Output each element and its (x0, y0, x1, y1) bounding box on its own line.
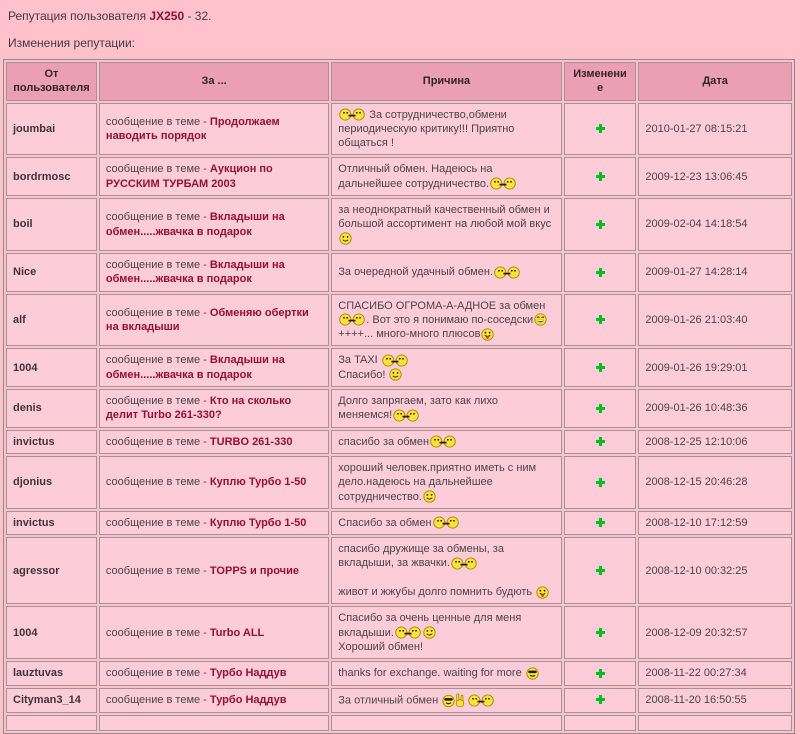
change-cell (564, 688, 637, 713)
from-user-cell: invictus (6, 430, 97, 454)
reason-text: ++++... много-много плюсов (338, 328, 481, 341)
change-cell (564, 430, 637, 454)
from-user-cell: Nice (6, 253, 97, 292)
topic-link[interactable]: Кто на сколько делит Turbo 261-330? (105, 395, 292, 422)
reputation-up-icon (596, 669, 605, 678)
reason-cell (331, 198, 561, 251)
topic-link[interactable]: Турбо Наддув (209, 667, 287, 680)
topic-link[interactable]: Вкладыши на обмен.....жвачка в подарок (105, 354, 285, 381)
date-cell: 2008-12-09 20:32:57 (638, 606, 792, 659)
reason-text: За сотрудничество,обмени периодическую критику!!! Приятно общаться ! (338, 108, 515, 150)
reputation-table (3, 59, 795, 734)
reputation-table-body (6, 103, 792, 731)
date-cell: 2010-01-27 08:15:21 (638, 103, 792, 156)
topic-link[interactable]: Куплю Турбо 1-50 (209, 516, 307, 529)
table-row-partial (6, 715, 792, 731)
topic-prefix-label: сообщение в теме - (105, 258, 210, 271)
topic-cell (99, 661, 329, 685)
topic-prefix-label: сообщение в теме - (105, 354, 210, 367)
topic-cell (99, 103, 329, 156)
topic-prefix-label: сообщение в теме - (105, 306, 210, 319)
reputation-up-icon (596, 478, 605, 487)
handshake-smiley-icon (395, 626, 421, 639)
topic-cell (99, 253, 329, 292)
change-cell (564, 157, 637, 196)
topic-cell (99, 157, 329, 196)
handshake-smiley-icon (494, 266, 520, 279)
change-cell (564, 253, 637, 292)
topic-cell (99, 456, 329, 509)
handshake-smiley-icon (339, 108, 365, 121)
smile-smiley-icon (389, 368, 402, 381)
page-title (8, 9, 792, 23)
topic-prefix-label: сообщение в теме - (105, 564, 210, 577)
reason-text: Спасибо за обмен (338, 516, 432, 529)
reputation-page (0, 9, 800, 734)
reason-text: живот и жжубы долго помнить будють (338, 586, 536, 599)
handshake-smiley-icon (430, 435, 456, 448)
table-row (6, 253, 792, 292)
reason-text: thanks for exchange. waiting for more (338, 667, 525, 680)
reputation-up-icon (596, 268, 605, 277)
reputation-up-icon (596, 695, 605, 704)
change-cell (564, 294, 637, 347)
table-row (6, 348, 792, 387)
topic-cell (99, 511, 329, 535)
date-cell: 2008-12-10 17:12:59 (638, 511, 792, 535)
handshake-smiley-icon (451, 557, 477, 570)
topic-link[interactable]: Куплю Турбо 1-50 (209, 476, 307, 489)
topic-cell (99, 198, 329, 251)
from-user-cell: boil (6, 198, 97, 251)
date-cell: 2009-12-23 13:06:45 (638, 157, 792, 196)
reason-text: . Вот это я понимаю по-соседски (366, 313, 534, 326)
topic-cell (99, 606, 329, 659)
smile-smiley-icon (339, 232, 352, 245)
reason-cell (331, 537, 561, 604)
smile-smiley-icon (423, 626, 436, 639)
handshake-smiley-icon (433, 516, 459, 529)
handshake-smiley-icon (468, 694, 494, 707)
from-user-cell: joumbai (6, 103, 97, 156)
header-reason: Причина (331, 62, 561, 101)
topic-prefix-label: сообщение в теме - (105, 667, 210, 680)
reputation-up-icon (596, 172, 605, 181)
topic-cell (99, 348, 329, 387)
table-header-row (6, 62, 792, 101)
table-row (6, 157, 792, 196)
topic-prefix-label: сообщение в теме - (105, 626, 210, 639)
table-row (6, 537, 792, 604)
from-user-cell: 1004 (6, 348, 97, 387)
reputation-up-icon (596, 628, 605, 637)
header-date: Дата (638, 62, 792, 101)
tongue-smiley-icon (481, 328, 494, 341)
handshake-smiley-icon (382, 354, 408, 367)
reason-text: Хороший обмен! (338, 640, 424, 653)
header-for: За ... (99, 62, 329, 101)
handshake-smiley-icon (490, 177, 516, 190)
reason-cell (331, 688, 561, 713)
table-row (6, 606, 792, 659)
handshake-smiley-icon (339, 313, 365, 326)
header-from-user: От пользователя (6, 62, 97, 101)
reputation-up-icon (596, 404, 605, 413)
date-cell: 2008-11-20 16:50:55 (638, 688, 792, 713)
header-change: Изменение (564, 62, 637, 101)
from-user-cell: agressor (6, 537, 97, 604)
table-row (6, 430, 792, 454)
reason-text: СПАСИБО ОГРОМА-А-АДНОЕ за обмен (338, 299, 546, 312)
change-cell (564, 661, 637, 685)
reason-text: спасибо за обмен (338, 435, 430, 448)
reason-cell (331, 430, 561, 454)
topic-prefix-label: сообщение в теме - (105, 115, 210, 128)
topic-prefix-label: сообщение в теме - (105, 211, 210, 224)
reason-cell (331, 456, 561, 509)
table-row (6, 103, 792, 156)
page-title-prefix: Репутация пользователя (8, 9, 150, 23)
topic-prefix-label: сообщение в теме - (105, 163, 210, 176)
topic-cell (99, 430, 329, 454)
page-title-username: JX250 (149, 9, 185, 23)
from-user-cell: 1004 (6, 606, 97, 659)
topic-link[interactable]: Аукцион по РУССКИМ ТУРБАМ 2003 (105, 163, 273, 190)
date-cell: 2009-01-26 19:29:01 (638, 348, 792, 387)
topic-link[interactable]: Вкладыши на обмен.....жвачка в подарок (105, 258, 285, 286)
reputation-changes-label: Изменения репутации: (8, 36, 136, 50)
reputation-up-icon (596, 124, 605, 133)
reason-text: Спасибо! (338, 368, 389, 381)
reason-cell (331, 157, 561, 196)
change-cell (564, 456, 637, 509)
topic-cell (99, 537, 329, 604)
change-cell (564, 103, 637, 156)
date-cell: 2009-02-04 14:18:54 (638, 198, 792, 251)
empty-cell (638, 715, 792, 731)
tongue-smiley-icon (536, 586, 549, 599)
date-cell: 2008-11-22 00:27:34 (638, 661, 792, 685)
page-title-suffix: - 32. (184, 9, 212, 23)
date-cell: 2008-12-25 12:10:06 (638, 430, 792, 454)
reason-cell (331, 253, 561, 292)
date-cell: 2009-01-27 14:28:14 (638, 253, 792, 292)
date-cell: 2009-01-26 10:48:36 (638, 389, 792, 428)
grin-smiley-icon (534, 313, 547, 326)
change-cell (564, 537, 637, 604)
reason-text: Отличный обмен. Надеюсь на дальнейшее сотрудничество. (338, 163, 493, 190)
reason-cell (331, 103, 561, 156)
table-row (6, 511, 792, 535)
topic-prefix-label: сообщение в теме - (105, 476, 210, 489)
change-cell (564, 348, 637, 387)
table-row (6, 688, 792, 713)
smile-smiley-icon (423, 490, 436, 503)
topic-link[interactable]: Вкладыши на обмен.....жвачка в подарок (105, 211, 285, 238)
from-user-cell: denis (6, 389, 97, 428)
from-user-cell: djonius (6, 456, 97, 509)
reason-cell (331, 389, 561, 428)
empty-cell (6, 715, 97, 731)
topic-cell (99, 389, 329, 428)
change-cell (564, 389, 637, 428)
empty-cell (99, 715, 329, 731)
reason-text: за неоднократный качественный обмен и большой ассортимент на любой мой вкус (338, 204, 552, 231)
reason-cell (331, 661, 561, 685)
reason-cell (331, 294, 561, 347)
reason-cell (331, 511, 561, 535)
table-row (6, 389, 792, 428)
change-cell (564, 198, 637, 251)
topic-link[interactable]: TURBO 261-330 (209, 435, 293, 448)
reason-text: За отличный обмен (338, 693, 442, 706)
cool-rock-smiley-icon (442, 693, 466, 708)
reputation-up-icon (596, 315, 605, 324)
topic-cell (99, 688, 329, 713)
from-user-cell: bordrmosc (6, 157, 97, 196)
empty-cell (331, 715, 561, 731)
date-cell: 2009-01-26 21:03:40 (638, 294, 792, 347)
reason-cell (331, 606, 561, 659)
handshake-smiley-icon (393, 409, 419, 422)
reputation-up-icon (596, 363, 605, 372)
from-user-cell: lauztuvas (6, 661, 97, 685)
table-row (6, 456, 792, 509)
topic-link[interactable]: Продолжаем наводить порядок (105, 115, 280, 143)
topic-link[interactable]: Обменяю обертки на вкладыши (105, 306, 309, 333)
empty-cell (564, 715, 637, 731)
reputation-up-icon (596, 518, 605, 527)
reason-cell (331, 348, 561, 387)
table-row (6, 661, 792, 685)
reason-text: За очередной удачный обмен. (338, 266, 493, 279)
date-cell: 2008-12-10 00:32:25 (638, 537, 792, 604)
change-cell (564, 606, 637, 659)
cool-smiley-icon (526, 667, 539, 680)
topic-prefix-label: сообщение в теме - (105, 395, 210, 408)
from-user-cell: alf (6, 294, 97, 347)
topic-link[interactable]: Turbo ALL (209, 626, 265, 639)
from-user-cell: invictus (6, 511, 97, 535)
reputation-up-icon (596, 566, 605, 575)
reputation-up-icon (596, 437, 605, 446)
reason-text: хороший человек.приятно иметь с ним дело.надеюсь на дальнейшее сотрудничество. (338, 461, 537, 503)
topic-prefix-label: сообщение в теме - (105, 435, 210, 448)
reason-text: Долго запрягаем, зато как лихо меняемся! (338, 395, 498, 422)
topic-link[interactable]: TOPPS и прочие (209, 564, 299, 577)
reason-text: Спасибо за очень ценные для меня вкладыши. (338, 612, 522, 639)
topic-prefix-label: сообщение в теме - (105, 693, 210, 706)
reputation-up-icon (596, 220, 605, 229)
topic-link[interactable]: Турбо Наддув (209, 693, 287, 706)
topic-cell (99, 294, 329, 347)
table-row (6, 198, 792, 251)
date-cell: 2008-12-15 20:46:28 (638, 456, 792, 509)
topic-prefix-label: сообщение в теме - (105, 516, 210, 529)
from-user-cell: Cityman3_14 (6, 688, 97, 713)
table-row (6, 294, 792, 347)
reason-text: За TAXI (338, 354, 381, 367)
change-cell (564, 511, 637, 535)
reason-text: спасибо дружище за обмены, за вкладыши, за жвачки. (338, 543, 504, 570)
